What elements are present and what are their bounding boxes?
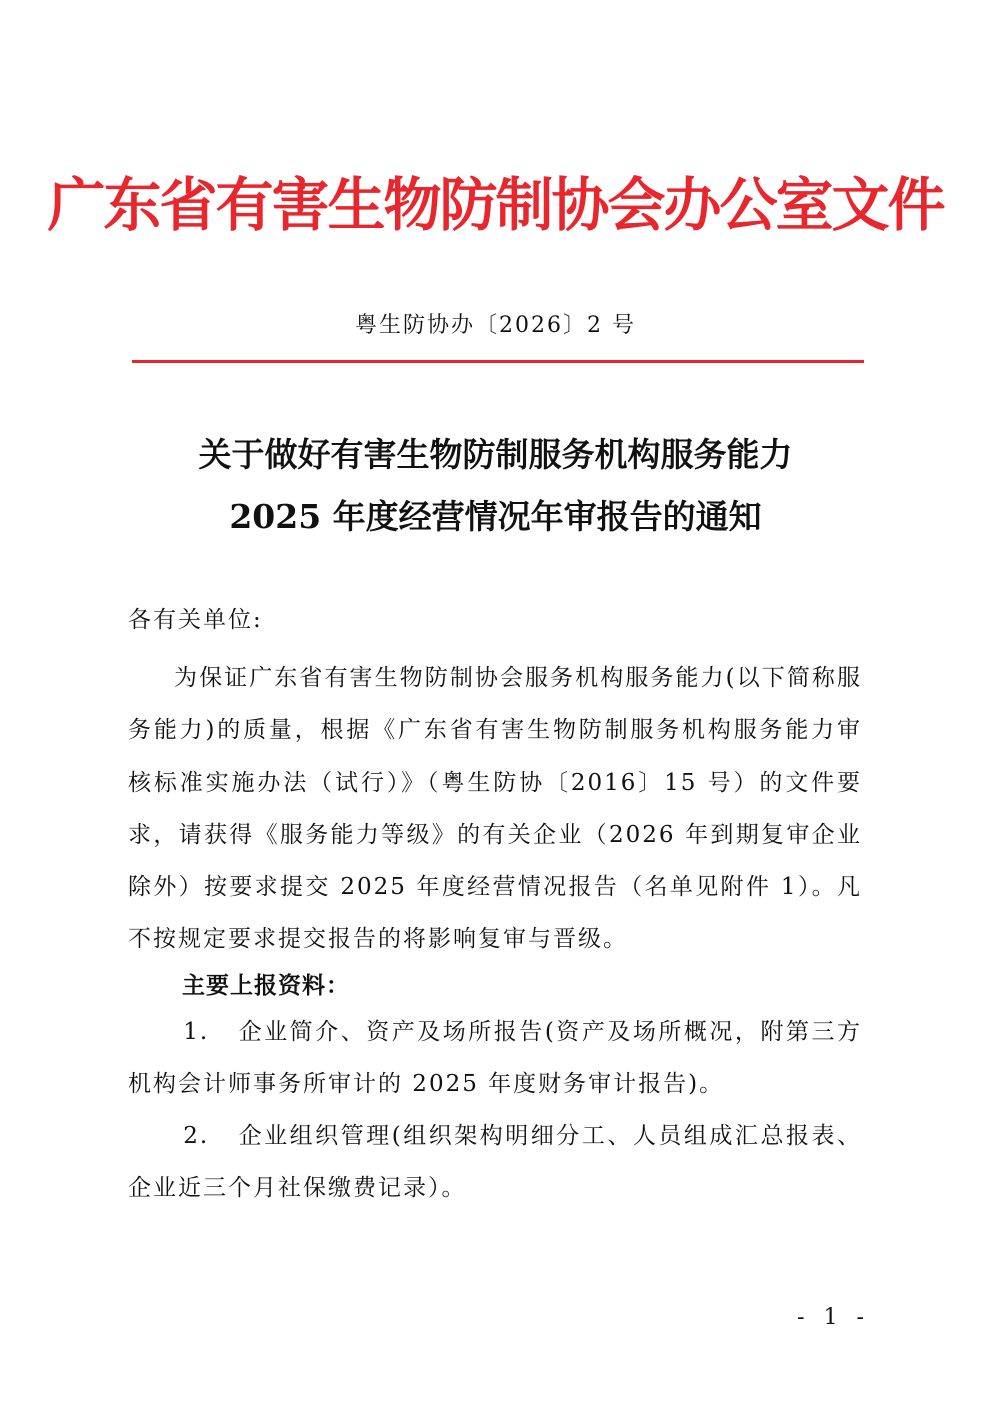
list-item-number: 1.: [183, 1019, 210, 1045]
section-heading: 主要上报资料：: [182, 972, 350, 999]
document-title-line-1: 关于做好有害生物防制服务机构服务能力: [198, 435, 793, 474]
body-paragraph: 为保证广东省有害生物防制协会服务机构服务能力(以下简称服务能力)的质量，根据《广东省有害生物防制服务机构服务能力审核标准实施办法（试行）》（粤生防协〔2016〕15 号）的文件要求，请获得《服务能力等级》的有关企业（2026 年到期复审企业除外）按要求提交 2025 年度经营情况报告（名单见附件 1）。凡不按规定要求提交报告的将影响复审与晋级。: [128, 665, 862, 953]
document-title: [0, 424, 991, 548]
list-item: [128, 1006, 862, 1111]
salutation: 各有关单位:: [128, 607, 263, 633]
red-separator-line: [132, 360, 864, 363]
document-number: 粤生防协办〔2026〕2 号: [355, 313, 636, 338]
list-item-number: 2.: [183, 1123, 210, 1149]
org-header-title: 广东省有害生物防制协会办公室文件: [47, 171, 944, 239]
page-number: - 1 -: [797, 1305, 870, 1330]
list-item-text: 企业组织管理(组织架构明细分工、人员组成汇总报表、企业近三个月社保缴费记录）。: [128, 1123, 862, 1202]
list-item: [128, 1110, 862, 1215]
list-item-text: 企业简介、资产及场所报告(资产及场所概况，附第三方机构会计师事务所审计的 2025 年度财务审计报告)。: [128, 1019, 862, 1098]
document-title-line-2: 2025 年度经营情况年审报告的通知: [229, 497, 762, 536]
